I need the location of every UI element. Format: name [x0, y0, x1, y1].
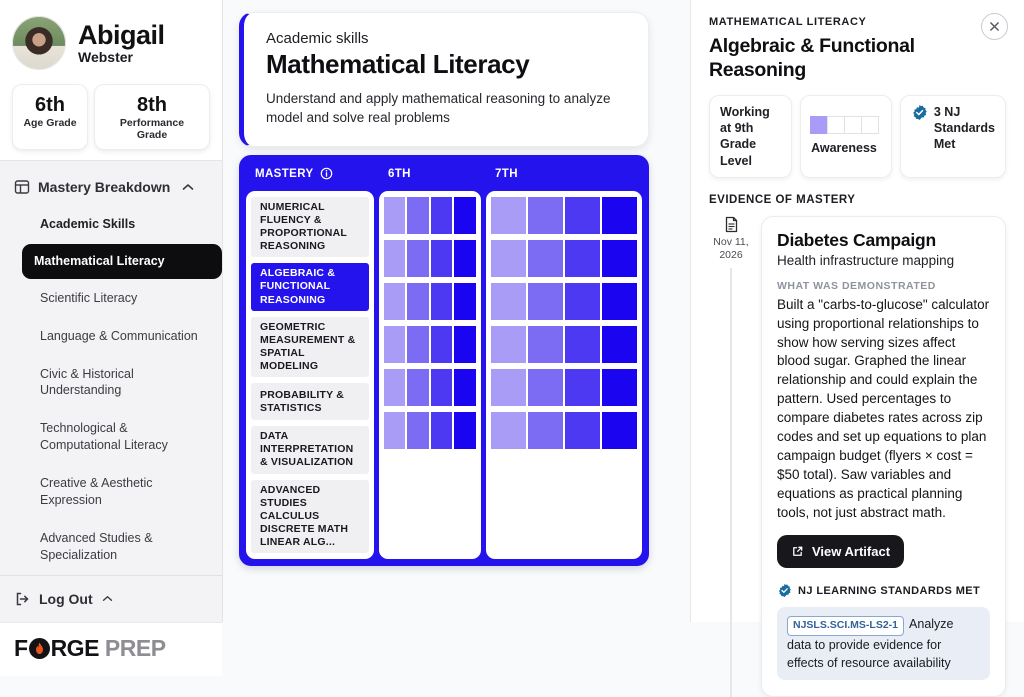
grade-6-label: 6TH	[387, 167, 411, 180]
sidebar-item-creative-aesthetic-expression[interactable]: Creative & Aesthetic Expression	[40, 476, 153, 507]
mastery-cell-level-1	[491, 369, 526, 406]
profile-section	[0, 0, 222, 160]
table-icon	[14, 179, 30, 195]
progress-square	[827, 116, 845, 134]
mastery-cell-level-1	[491, 326, 526, 363]
timeline-line	[730, 268, 732, 697]
demonstrated-text: Built a "carbs-to-glucose" calculator using proportional relationships to show how serving sizes affect blood sugar. Graphed the linear relationship and could explain the pattern. Used percentages to compare diabetes rates across zip codes and set up equations to plan campaign budget (flyers × cost = $50 total). Saw variables and equations as practical planning tools, not just abstract math.	[777, 296, 990, 520]
mastery-cell-level-3	[431, 283, 453, 320]
mastery-cell-level-3	[565, 326, 600, 363]
mastery-cell-level-1	[384, 326, 406, 363]
detail-title: Algebraic & Functional Reasoning	[709, 35, 915, 82]
mastery-cell-level-2	[407, 240, 429, 277]
document-icon	[724, 216, 739, 233]
mastery-cell-level-1	[384, 240, 406, 277]
mastery-cell-level-4	[454, 240, 476, 277]
mastery-cell-level-2	[407, 412, 429, 449]
mastery-cell-level-4	[454, 412, 476, 449]
sidebar-item-civic-historical-understanding[interactable]: Civic & Historical Understanding	[40, 366, 134, 398]
demonstrated-heading: WHAT WAS DEMONSTRATED	[777, 279, 936, 292]
mastery-cell-level-3	[565, 197, 600, 234]
mastery-cell-level-2	[407, 326, 429, 363]
grade-7-column-header	[486, 162, 642, 186]
logo-letters-rge: RGE	[50, 634, 99, 661]
mastery-cell-level-3	[431, 369, 453, 406]
mastery-cell-level-2	[528, 197, 563, 234]
stat-cards	[12, 84, 210, 150]
stat-value: 6th	[35, 94, 65, 116]
mastery-cell-level-3	[431, 412, 453, 449]
mastery-cell-level-1	[491, 283, 526, 320]
mastery-cell-level-3	[431, 197, 453, 234]
info-icon[interactable]	[320, 167, 333, 180]
grade-7-label: 7TH	[495, 167, 518, 180]
mastery-row-numerical-fluency-proportional[interactable]: NUMERICAL FLUENCY & PROPORTIONAL REASONING	[251, 197, 369, 258]
mastery-cell-level-4	[602, 326, 637, 363]
mastery-table[interactable]	[239, 155, 649, 566]
sidebar-item-mathematical-literacy[interactable]: Mathematical Literacy	[22, 244, 222, 279]
mastery-cell-group[interactable]	[384, 369, 476, 406]
mastery-cell-level-4	[454, 369, 476, 406]
stat-card-performance-grade	[94, 84, 210, 150]
mastery-cell-group[interactable]	[491, 326, 637, 363]
evidence-title: Diabetes Campaign	[777, 229, 937, 250]
profile-last-name: Webster	[78, 49, 133, 66]
mastery-cell-level-2	[407, 197, 429, 234]
mastery-header-label: MASTERY	[255, 167, 314, 180]
mastery-cell-group[interactable]	[491, 240, 637, 277]
progress-squares	[811, 116, 881, 134]
mastery-column-header	[246, 162, 374, 186]
sidebar-item-advanced-studies-specialization[interactable]: Advanced Studies & Specialization	[40, 530, 153, 562]
close-panel-button[interactable]	[981, 13, 1008, 40]
mastery-cell-level-1	[384, 283, 406, 320]
stat-label: Performance Grade	[119, 117, 185, 141]
mastery-cell-level-1	[491, 197, 526, 234]
logout-label: Log Out	[39, 590, 93, 607]
mastery-cell-level-2	[528, 412, 563, 449]
mastery-cell-level-3	[431, 326, 453, 363]
progress-square	[810, 116, 828, 134]
standards-met-label: 3 NJ Standards Met	[933, 104, 996, 152]
mastery-cell-group[interactable]	[491, 283, 637, 320]
mastery-cell-group[interactable]	[491, 197, 637, 234]
flame-icon	[29, 638, 50, 659]
mastery-row-geometric-measurement-spatial-[interactable]: GEOMETRIC MEASUREMENT & SPATIAL MODELING	[251, 317, 369, 378]
standards-met-badge	[900, 95, 1006, 178]
sidebar-item-academic-skills[interactable]: Academic Skills	[40, 217, 136, 231]
standards-list	[777, 607, 990, 679]
app-logo	[0, 622, 222, 676]
skill-title: Mathematical Literacy	[266, 49, 530, 79]
evidence-date: Nov 11, 2026	[713, 235, 749, 261]
evidence-heading: EVIDENCE OF MASTERY	[709, 193, 856, 206]
evidence-timeline	[709, 216, 753, 697]
mastery-cell-group[interactable]	[384, 412, 476, 449]
mastery-cell-level-2	[407, 283, 429, 320]
sidebar-item-language-communication[interactable]: Language & Communication	[40, 328, 198, 343]
standard-item	[777, 607, 990, 679]
mastery-stage-badge	[800, 95, 892, 178]
grade-6-column-header	[379, 162, 481, 186]
detail-panel	[690, 0, 1024, 670]
mastery-row-algebraic-functional-reasoning[interactable]: ALGEBRAIC & FUNCTIONAL REASONING	[251, 263, 369, 310]
main-content	[223, 0, 690, 622]
chevron-up-icon	[102, 595, 113, 602]
mastery-cell-level-3	[565, 369, 600, 406]
mastery-cell-level-2	[528, 240, 563, 277]
mastery-cell-group[interactable]	[491, 412, 637, 449]
avatar	[12, 16, 66, 70]
logout-icon	[14, 591, 30, 607]
standards-section-heading	[777, 583, 990, 598]
skill-description: Understand and apply mathematical reasoning to analyze model and solve real problems	[266, 91, 611, 125]
stat-label: Age Grade	[23, 117, 77, 129]
grade-level-badge: Working at 9th Grade Level	[709, 95, 792, 178]
mastery-cell-group[interactable]	[384, 283, 476, 320]
external-link-icon	[791, 545, 804, 558]
mastery-cell-level-3	[565, 412, 600, 449]
mastery-breakdown-toggle[interactable]	[0, 175, 222, 205]
check-badge-icon	[777, 583, 792, 598]
mastery-cell-group[interactable]	[384, 326, 476, 363]
sidebar-item-scientific-literacy[interactable]: Scientific Literacy	[40, 290, 138, 305]
detail-badges	[709, 95, 1006, 178]
progress-square	[861, 116, 879, 134]
profile-first-name: Abigail	[78, 19, 165, 50]
skill-summary-card	[239, 12, 649, 147]
mastery-row-advanced-studies-calculus-disc[interactable]: ADVANCED STUDIES CALCULUS DISCRETE MATH LINEAR ALG...	[251, 480, 369, 554]
mastery-cell-level-1	[384, 197, 406, 234]
sidebar-nav-list	[0, 206, 222, 574]
evidence-subtitle: Health infrastructure mapping	[777, 252, 955, 268]
mastery-cell-level-3	[431, 240, 453, 277]
mastery-cell-level-4	[602, 369, 637, 406]
progress-square	[844, 116, 862, 134]
stat-card-age-grade	[12, 84, 88, 150]
mastery-cell-level-2	[528, 369, 563, 406]
mastery-cell-level-1	[491, 240, 526, 277]
standard-code-chip: NJSLS.SCI.MS-LS2-1	[787, 616, 904, 635]
mastery-cell-group[interactable]	[384, 197, 476, 234]
mastery-cell-level-4	[454, 326, 476, 363]
mastery-cell-level-1	[384, 369, 406, 406]
logo-letter-f: F	[14, 634, 28, 661]
stat-value: 8th	[137, 94, 167, 116]
evidence-item	[709, 216, 1006, 697]
chevron-up-icon	[182, 183, 194, 191]
mastery-cell-level-4	[602, 283, 637, 320]
mastery-row-data-interpretation-visualizat[interactable]: DATA INTERPRETATION & VISUALIZATION	[251, 426, 369, 473]
grade-7-cells	[486, 191, 642, 559]
view-artifact-label: View Artifact	[812, 544, 891, 560]
mastery-breakdown-label: Mastery Breakdown	[38, 179, 171, 195]
mastery-labels	[246, 191, 374, 559]
sidebar	[0, 0, 223, 661]
mastery-cell-level-4	[454, 197, 476, 234]
detail-category: MATHEMATICAL LITERACY	[709, 16, 867, 28]
mastery-cell-level-2	[528, 283, 563, 320]
mastery-cell-level-3	[565, 240, 600, 277]
mastery-cell-level-1	[384, 412, 406, 449]
logout-button[interactable]	[0, 575, 222, 622]
mastery-cell-level-4	[602, 197, 637, 234]
sidebar-item-technological-computational-literacy[interactable]: Technological & Computational Literacy	[40, 421, 168, 453]
standard-text: Analyze data to provide evidence for effects of resource availability	[787, 617, 954, 670]
evidence-card	[761, 216, 1006, 697]
mastery-cell-group[interactable]	[491, 369, 637, 406]
mastery-cell-level-4	[602, 412, 637, 449]
sidebar-nav	[0, 160, 222, 575]
view-artifact-button[interactable]	[777, 535, 904, 568]
grade-6-cells	[379, 191, 481, 559]
mastery-cell-level-3	[565, 283, 600, 320]
stage-label: Awareness	[811, 141, 877, 156]
skill-eyebrow: Academic skills	[266, 30, 369, 47]
mastery-cell-level-4	[602, 240, 637, 277]
mastery-row-probability-statistics[interactable]: PROBABILITY & STATISTICS	[251, 383, 369, 420]
mastery-cell-level-2	[407, 369, 429, 406]
check-badge-icon	[911, 104, 928, 121]
mastery-cell-level-1	[491, 412, 526, 449]
logo-prep: PREP	[104, 634, 166, 661]
standards-heading-label: NJ LEARNING STANDARDS MET	[798, 584, 981, 597]
mastery-cell-group[interactable]	[384, 240, 476, 277]
mastery-cell-level-4	[454, 283, 476, 320]
mastery-cell-level-2	[528, 326, 563, 363]
